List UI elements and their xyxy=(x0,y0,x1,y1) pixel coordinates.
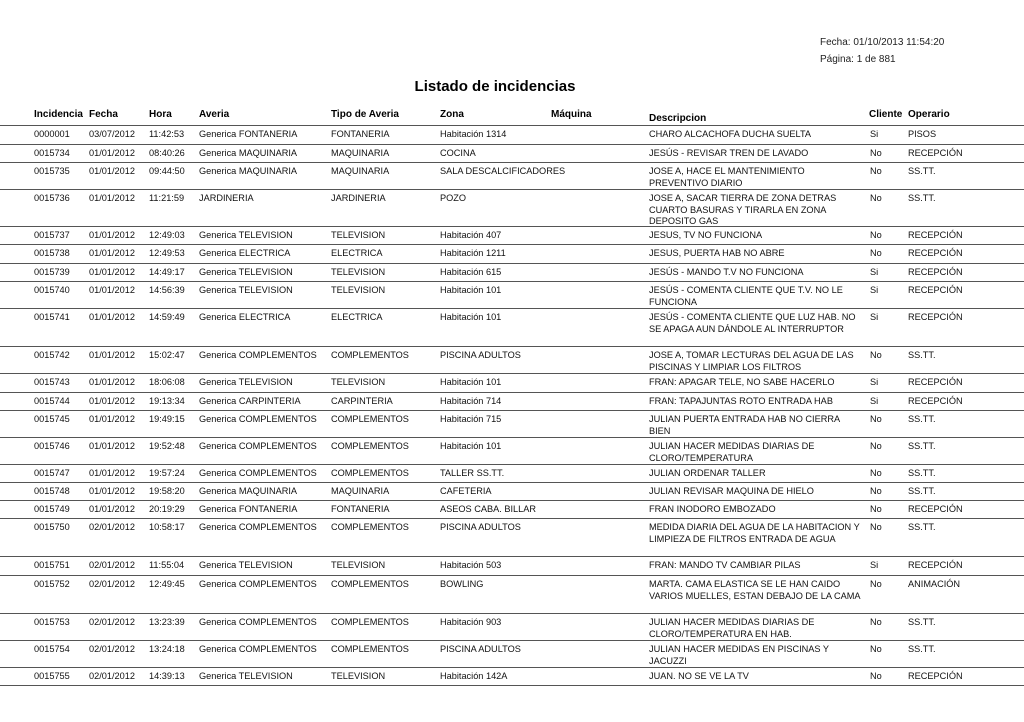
cell-incidencia: 0015742 xyxy=(34,350,70,360)
cell-hora: 11:42:53 xyxy=(149,129,185,139)
cell-fecha: 02/01/2012 xyxy=(89,522,135,532)
cell-cliente: No xyxy=(870,441,882,451)
column-header-zona: Zona xyxy=(440,109,464,120)
cell-tipo: JARDINERIA xyxy=(331,193,386,203)
cell-fecha: 01/01/2012 xyxy=(89,486,135,496)
cell-tipo: MAQUINARIA xyxy=(331,486,390,496)
cell-fecha: 01/01/2012 xyxy=(89,166,135,176)
cell-hora: 10:58:17 xyxy=(149,522,185,532)
cell-operario: RECEPCIÓN xyxy=(908,285,963,295)
cell-incidencia: 0015735 xyxy=(34,166,70,176)
cell-zona: Habitación 615 xyxy=(440,267,502,277)
cell-operario: RECEPCIÓN xyxy=(908,230,963,240)
cell-averia: Generica TELEVISION xyxy=(199,671,293,681)
cell-descripcion: MARTA. CAMA ELASTICA SE LE HAN CAIDO VARIOS MUELLES, ESTAN DEBAJO DE LA CAMA xyxy=(649,579,861,601)
cell-fecha: 01/01/2012 xyxy=(89,193,135,203)
cell-cliente: No xyxy=(870,193,882,203)
cell-averia: Generica TELEVISION xyxy=(199,377,293,387)
cell-tipo: MAQUINARIA xyxy=(331,148,390,158)
cell-hora: 14:49:17 xyxy=(149,267,185,277)
cell-cliente: No xyxy=(870,468,882,478)
cell-tipo: MAQUINARIA xyxy=(331,166,390,176)
cell-descripcion: FRAN: MANDO TV CAMBIAR PILAS xyxy=(649,560,801,570)
cell-cliente: No xyxy=(870,166,882,176)
cell-operario: SS.TT. xyxy=(908,350,936,360)
cell-operario: SS.TT. xyxy=(908,441,936,451)
cell-fecha: 02/01/2012 xyxy=(89,579,135,589)
cell-averia: Generica COMPLEMENTOS xyxy=(199,522,317,532)
cell-descripcion: JULIAN HACER MEDIDAS EN PISCINAS Y JACUZZI xyxy=(649,644,829,666)
cell-tipo: COMPLEMENTOS xyxy=(331,441,409,451)
cell-averia: Generica COMPLEMENTOS xyxy=(199,579,317,589)
cell-tipo: FONTANERIA xyxy=(331,504,390,514)
table-row xyxy=(0,519,1024,557)
cell-hora: 09:44:50 xyxy=(149,166,185,176)
cell-fecha: 01/01/2012 xyxy=(89,414,135,424)
cell-descripcion: JUAN. NO SE VE LA TV xyxy=(649,671,749,681)
cell-averia: Generica ELECTRICA xyxy=(199,312,291,322)
cell-cliente: Si xyxy=(870,129,879,139)
cell-zona: PISCINA ADULTOS xyxy=(440,350,521,360)
cell-zona: Habitación 903 xyxy=(440,617,502,627)
cell-averia: Generica ELECTRICA xyxy=(199,248,291,258)
cell-fecha: 01/01/2012 xyxy=(89,504,135,514)
cell-cliente: No xyxy=(870,671,882,681)
cell-cliente: No xyxy=(870,504,882,514)
cell-incidencia: 0015746 xyxy=(34,441,70,451)
column-header-fecha: Fecha xyxy=(89,109,118,120)
column-header-cliente: Cliente xyxy=(869,109,903,120)
cell-incidencia: 0015741 xyxy=(34,312,70,322)
cell-cliente: No xyxy=(870,148,882,158)
print-date: Fecha: 01/10/2013 11:54:20 xyxy=(820,37,945,48)
table-row xyxy=(0,145,1024,163)
cell-hora: 11:21:59 xyxy=(149,193,185,203)
cell-cliente: Si xyxy=(870,560,879,570)
cell-cliente: No xyxy=(870,248,882,258)
cell-averia: Generica MAQUINARIA xyxy=(199,148,298,158)
cell-hora: 11:55:04 xyxy=(149,560,185,570)
cell-tipo: TELEVISION xyxy=(331,377,386,387)
cell-zona: COCINA xyxy=(440,148,476,158)
column-header-tipo: Tipo de Averia xyxy=(331,109,399,120)
cell-tipo: COMPLEMENTOS xyxy=(331,414,409,424)
cell-zona: Habitación 101 xyxy=(440,441,502,451)
cell-hora: 12:49:03 xyxy=(149,230,185,240)
cell-descripcion: JOSE A, HACE EL MANTENIMIENTO PREVENTIVO DIARIO xyxy=(649,166,805,188)
cell-hora: 12:49:53 xyxy=(149,248,185,258)
cell-fecha: 02/01/2012 xyxy=(89,671,135,681)
cell-operario: SS.TT. xyxy=(908,193,936,203)
cell-fecha: 03/07/2012 xyxy=(89,129,135,139)
cell-hora: 15:02:47 xyxy=(149,350,185,360)
cell-operario: SS.TT. xyxy=(908,617,936,627)
cell-incidencia: 0000001 xyxy=(34,129,70,139)
cell-averia: Generica TELEVISION xyxy=(199,285,293,295)
table-row xyxy=(0,125,1024,145)
cell-cliente: Si xyxy=(870,312,879,322)
cell-descripcion: JESÚS - MANDO T.V NO FUNCIONA xyxy=(649,267,804,277)
cell-hora: 20:19:29 xyxy=(149,504,185,514)
column-header-maquina: Máquina xyxy=(551,109,592,120)
cell-averia: Generica CARPINTERIA xyxy=(199,396,301,406)
cell-operario: RECEPCIÓN xyxy=(908,560,963,570)
cell-tipo: ELECTRICA xyxy=(331,312,383,322)
cell-incidencia: 0015751 xyxy=(34,560,70,570)
cell-zona: BOWLING xyxy=(440,579,484,589)
cell-averia: Generica COMPLEMENTOS xyxy=(199,468,317,478)
table-row xyxy=(0,465,1024,483)
cell-fecha: 01/01/2012 xyxy=(89,441,135,451)
table-row xyxy=(0,227,1024,245)
cell-hora: 13:23:39 xyxy=(149,617,185,627)
cell-fecha: 01/01/2012 xyxy=(89,148,135,158)
cell-averia: Generica FONTANERIA xyxy=(199,129,298,139)
cell-descripcion: FRAN: TAPAJUNTAS ROTO ENTRADA HAB xyxy=(649,396,833,406)
table-row xyxy=(0,190,1024,227)
cell-operario: SS.TT. xyxy=(908,486,936,496)
cell-descripcion: MEDIDA DIARIA DEL AGUA DE LA HABITACION Y LIMPIEZA DE FILTROS ENTRADA DE AGUA xyxy=(649,522,860,544)
cell-cliente: No xyxy=(870,579,882,589)
cell-operario: SS.TT. xyxy=(908,468,936,478)
cell-zona: Habitación 101 xyxy=(440,285,502,295)
cell-tipo: COMPLEMENTOS xyxy=(331,350,409,360)
cell-incidencia: 0015744 xyxy=(34,396,70,406)
cell-descripcion: FRAN INODORO EMBOZADO xyxy=(649,504,776,514)
cell-fecha: 02/01/2012 xyxy=(89,560,135,570)
cell-averia: JARDINERIA xyxy=(199,193,254,203)
cell-incidencia: 0015754 xyxy=(34,644,70,654)
cell-hora: 14:56:39 xyxy=(149,285,185,295)
cell-zona: PISCINA ADULTOS xyxy=(440,644,521,654)
cell-operario: SS.TT. xyxy=(908,522,936,532)
cell-incidencia: 0015738 xyxy=(34,248,70,258)
table-row xyxy=(0,393,1024,411)
cell-tipo: TELEVISION xyxy=(331,267,386,277)
cell-incidencia: 0015734 xyxy=(34,148,70,158)
cell-descripcion: CHARO ALCACHOFA DUCHA SUELTA xyxy=(649,129,812,139)
cell-cliente: No xyxy=(870,617,882,627)
cell-incidencia: 0015747 xyxy=(34,468,70,478)
table-row xyxy=(0,245,1024,264)
cell-incidencia: 0015737 xyxy=(34,230,70,240)
table-row xyxy=(0,668,1024,686)
cell-tipo: CARPINTERIA xyxy=(331,396,393,406)
cell-fecha: 01/01/2012 xyxy=(89,267,135,277)
cell-descripcion: JESÚS - COMENTA CLIENTE QUE T.V. NO LE FUNCIONA xyxy=(649,285,843,307)
cell-operario: RECEPCIÓN xyxy=(908,148,963,158)
cell-hora: 12:49:45 xyxy=(149,579,185,589)
cell-zona: Habitación 1211 xyxy=(440,248,506,258)
cell-averia: Generica MAQUINARIA xyxy=(199,166,298,176)
cell-cliente: Si xyxy=(870,377,879,387)
cell-incidencia: 0015755 xyxy=(34,671,70,681)
cell-descripcion: JOSE A, SACAR TIERRA DE ZONA DETRAS CUARTO BASURAS Y TIRARLA EN ZONA DEPOSITO GAS xyxy=(649,193,837,226)
cell-tipo: TELEVISION xyxy=(331,671,386,681)
cell-hora: 19:52:48 xyxy=(149,441,185,451)
cell-averia: Generica COMPLEMENTOS xyxy=(199,414,317,424)
cell-operario: RECEPCIÓN xyxy=(908,671,963,681)
cell-cliente: Si xyxy=(870,396,879,406)
cell-fecha: 01/01/2012 xyxy=(89,230,135,240)
cell-hora: 14:59:49 xyxy=(149,312,185,322)
cell-fecha: 01/01/2012 xyxy=(89,377,135,387)
cell-zona: POZO xyxy=(440,193,467,203)
cell-incidencia: 0015736 xyxy=(34,193,70,203)
table-row xyxy=(0,264,1024,282)
cell-zona: ASEOS CABA. BILLAR xyxy=(440,504,536,514)
cell-zona: PISCINA ADULTOS xyxy=(440,522,521,532)
table-row xyxy=(0,309,1024,347)
cell-descripcion: JULIAN ORDENAR TALLER xyxy=(649,468,766,478)
cell-incidencia: 0015752 xyxy=(34,579,70,589)
cell-tipo: TELEVISION xyxy=(331,560,386,570)
cell-fecha: 01/01/2012 xyxy=(89,350,135,360)
cell-cliente: No xyxy=(870,644,882,654)
cell-descripcion: JESUS, PUERTA HAB NO ABRE xyxy=(649,248,785,258)
cell-zona: Habitación 142A xyxy=(440,671,508,681)
cell-incidencia: 0015740 xyxy=(34,285,70,295)
cell-averia: Generica TELEVISION xyxy=(199,267,293,277)
cell-zona: CAFETERIA xyxy=(440,486,492,496)
cell-operario: RECEPCIÓN xyxy=(908,504,963,514)
cell-hora: 19:13:34 xyxy=(149,396,185,406)
cell-cliente: No xyxy=(870,486,882,496)
cell-incidencia: 0015739 xyxy=(34,267,70,277)
cell-tipo: COMPLEMENTOS xyxy=(331,468,409,478)
cell-descripcion: JULIAN REVISAR MAQUINA DE HIELO xyxy=(649,486,814,496)
table-row xyxy=(0,347,1024,374)
column-header-incidencia: Incidencia xyxy=(34,109,83,120)
cell-tipo: COMPLEMENTOS xyxy=(331,617,409,627)
cell-operario: SS.TT. xyxy=(908,644,936,654)
cell-tipo: TELEVISION xyxy=(331,230,386,240)
cell-zona: Habitación 503 xyxy=(440,560,502,570)
cell-descripcion: JESÚS - REVISAR TREN DE LAVADO xyxy=(649,148,809,158)
cell-tipo: FONTANERIA xyxy=(331,129,390,139)
cell-cliente: Si xyxy=(870,285,879,295)
cell-cliente: Si xyxy=(870,267,879,277)
cell-averia: Generica COMPLEMENTOS xyxy=(199,441,317,451)
table-row xyxy=(0,576,1024,614)
cell-zona: Habitación 101 xyxy=(440,377,502,387)
cell-cliente: No xyxy=(870,230,882,240)
cell-operario: RECEPCIÓN xyxy=(908,377,963,387)
cell-fecha: 01/01/2012 xyxy=(89,285,135,295)
cell-averia: Generica TELEVISION xyxy=(199,230,293,240)
column-header-averia: Averia xyxy=(199,109,230,120)
cell-tipo: ELECTRICA xyxy=(331,248,383,258)
cell-operario: ANIMACIÓN xyxy=(908,579,961,589)
cell-descripcion: FRAN: APAGAR TELE, NO SABE HACERLO xyxy=(649,377,835,387)
cell-descripcion: JESÚS - COMENTA CLIENTE QUE LUZ HAB. NO SE APAGA AUN DÁNDOLE AL INTERRUPTOR xyxy=(649,312,856,334)
column-header-operario: Operario xyxy=(908,109,950,120)
cell-averia: Generica FONTANERIA xyxy=(199,504,298,514)
cell-operario: RECEPCIÓN xyxy=(908,248,963,258)
table-row xyxy=(0,501,1024,519)
cell-incidencia: 0015748 xyxy=(34,486,70,496)
incidents-table xyxy=(0,125,1024,686)
cell-zona: Habitación 407 xyxy=(440,230,502,240)
cell-zona: Habitación 715 xyxy=(440,414,502,424)
table-row xyxy=(0,557,1024,576)
column-header-hora: Hora xyxy=(149,109,172,120)
cell-operario: SS.TT. xyxy=(908,414,936,424)
cell-tipo: COMPLEMENTOS xyxy=(331,579,409,589)
cell-zona: TALLER SS.TT. xyxy=(440,468,505,478)
table-row xyxy=(0,411,1024,438)
cell-fecha: 01/01/2012 xyxy=(89,312,135,322)
cell-hora: 19:57:24 xyxy=(149,468,185,478)
cell-incidencia: 0015749 xyxy=(34,504,70,514)
cell-fecha: 01/01/2012 xyxy=(89,468,135,478)
cell-hora: 19:49:15 xyxy=(149,414,185,424)
table-row xyxy=(0,614,1024,641)
cell-zona: Habitación 101 xyxy=(440,312,502,322)
cell-averia: Generica TELEVISION xyxy=(199,560,293,570)
cell-incidencia: 0015753 xyxy=(34,617,70,627)
cell-fecha: 01/01/2012 xyxy=(89,396,135,406)
report-title: Listado de incidencias xyxy=(414,78,576,95)
table-row xyxy=(0,483,1024,501)
cell-operario: PISOS xyxy=(908,129,937,139)
cell-zona: SALA DESCALCIFICADORES xyxy=(440,166,566,176)
cell-tipo: TELEVISION xyxy=(331,285,386,295)
column-header-descripcion: Descripcion xyxy=(649,113,707,124)
cell-cliente: No xyxy=(870,522,882,532)
cell-zona: Habitación 714 xyxy=(440,396,502,406)
cell-zona: Habitación 1314 xyxy=(440,129,507,139)
cell-descripcion: JESUS, TV NO FUNCIONA xyxy=(649,230,763,240)
cell-averia: Generica COMPLEMENTOS xyxy=(199,350,317,360)
cell-operario: RECEPCIÓN xyxy=(908,312,963,322)
table-row xyxy=(0,374,1024,393)
cell-operario: SS.TT. xyxy=(908,166,936,176)
cell-fecha: 02/01/2012 xyxy=(89,644,135,654)
cell-hora: 19:58:20 xyxy=(149,486,185,496)
cell-fecha: 02/01/2012 xyxy=(89,617,135,627)
cell-averia: Generica COMPLEMENTOS xyxy=(199,617,317,627)
cell-cliente: No xyxy=(870,350,882,360)
cell-operario: RECEPCIÓN xyxy=(908,267,963,277)
cell-incidencia: 0015750 xyxy=(34,522,70,532)
cell-fecha: 01/01/2012 xyxy=(89,248,135,258)
cell-averia: Generica MAQUINARIA xyxy=(199,486,298,496)
cell-incidencia: 0015743 xyxy=(34,377,70,387)
cell-descripcion: JULIAN HACER MEDIDAS DIARIAS DE CLORO/TEMPERATURA EN HAB. xyxy=(649,617,815,639)
cell-descripcion: JULIAN HACER MEDIDAS DIARIAS DE CLORO/TEMPERATURA xyxy=(649,441,815,463)
cell-hora: 14:39:13 xyxy=(149,671,185,681)
table-row xyxy=(0,641,1024,668)
cell-operario: RECEPCIÓN xyxy=(908,396,963,406)
page-number: Página: 1 de 881 xyxy=(820,54,896,65)
cell-hora: 13:24:18 xyxy=(149,644,185,654)
table-row xyxy=(0,438,1024,465)
table-row xyxy=(0,282,1024,309)
cell-incidencia: 0015745 xyxy=(34,414,70,424)
cell-descripcion: JULIAN PUERTA ENTRADA HAB NO CIERRA BIEN xyxy=(649,414,840,436)
cell-descripcion: JOSE A, TOMAR LECTURAS DEL AGUA DE LAS PISCINAS Y LIMPIAR LOS FILTROS xyxy=(649,350,854,372)
table-row xyxy=(0,163,1024,190)
cell-hora: 18:06:08 xyxy=(149,377,185,387)
cell-cliente: No xyxy=(870,414,882,424)
cell-hora: 08:40:26 xyxy=(149,148,185,158)
cell-tipo: COMPLEMENTOS xyxy=(331,644,409,654)
cell-averia: Generica COMPLEMENTOS xyxy=(199,644,317,654)
cell-tipo: COMPLEMENTOS xyxy=(331,522,409,532)
